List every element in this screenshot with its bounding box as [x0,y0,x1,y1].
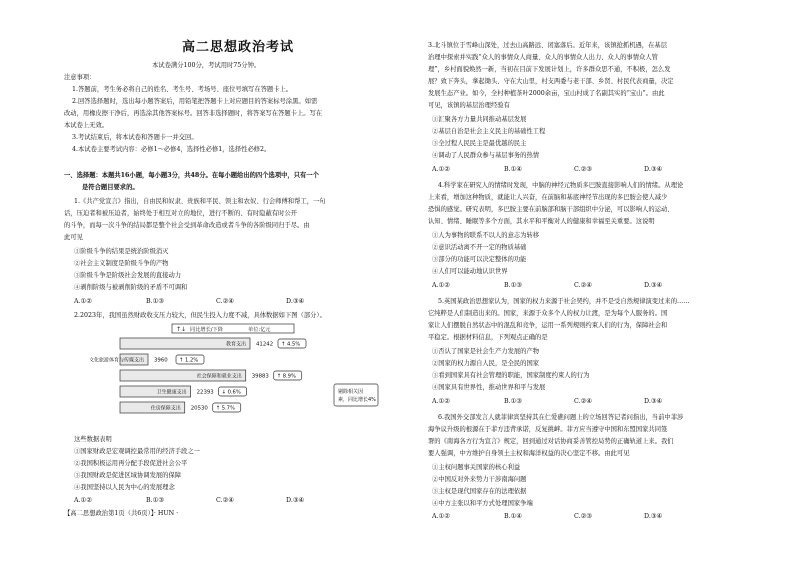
section-heading: 是符合题目要求的。 [82,184,139,191]
q5-stem: 平稳定。根据材料信息，下列观点正确的是 [428,334,548,341]
page-footer: 【高二思想政治第1页（共6页）】· HUN · [64,510,179,517]
q2-choice-d: D.③④ [286,497,305,504]
chart-value-label: 22393 [196,389,214,396]
q5-stem: 家让人们摆脱自然状态中的混乱和竞争，运用一系列规则约束人们的行为，保障社会和 [428,322,668,329]
q5-option: ③看到国家具有社会管理的职能，国家制度约束人的行为 [432,372,590,379]
legend-arrow-icon: ↑↓ [176,326,187,333]
arrow-up-icon: ↑ [276,373,282,380]
exam-subtitle: 本试卷满分100分，考试用时75分钟。 [152,62,261,69]
q3-option: ②基层自治是社会主义民主的基础性工程 [432,128,546,135]
chart-category-label: 教育支出 [225,341,246,348]
notice-line: 3.考试结束后，将本试卷和答题卡一并交回。 [72,134,198,141]
q4-choice-b: B.①③ [504,282,522,289]
q5-stem: 5.英国某政治思想家认为，国家的权力来源于社会契约，并不是受自然规律演变过来的…… [438,298,690,305]
q2-choice-c: C.②④ [216,497,234,504]
q4-option: ①人为事物的联系不以人的意志为转移 [432,232,540,239]
arrow-up-icon: ↑ [179,357,184,364]
q6-choice-d: D.③④ [644,513,663,520]
chart-value-label: 39883 [251,373,269,380]
chart-legend-item: 单位:亿元 [248,327,271,333]
q3-choice-b: B.①④ [504,166,522,173]
q4-option: ④人们可以能动地认识世界 [432,268,508,275]
q6-choice-a: A.①② [432,513,450,520]
q6-stem: 海争议升级的根源在于菲方违背承诺，反复挑衅。菲方应当遵守中国和东盟国家共同签 [428,426,668,433]
q1-choice-b: B.①③ [146,298,164,305]
q3-stem: 3.北斗镇位于雪峰山深处，过去山高路远、闭塞落后。近年来，该镇抢抓机遇，在基层 [428,42,667,49]
q6-stem: 署的《南海各方行为宣言》规定，回到通过对话协商妥善管控局势的正确轨道上来。我们 [428,438,674,445]
q6-option: ②中国反对外来势力干涉南海问题 [432,476,527,483]
q3-choice-d: D.③④ [644,166,663,173]
notice-line: 改动，用橡皮擦干净后，再选涂其他答案标号。回答非选择题时，将答案写在答题卡上。写在 [64,110,323,117]
q4-choice-d: D.③④ [644,282,663,289]
q3-choice-c: C.②③ [574,166,592,173]
chart-category-label: 住房保障支出 [150,405,181,412]
q3-stem: 发展生态产业。如今，全村种植茶叶2000余亩，宝山村成了名副其实的“宝山”。由此 [428,90,665,97]
chart-value-label: 3960 [154,357,168,364]
chart-annotation: 素，同比增长4% [338,397,376,403]
q4-stem: 认知、情绪、睡眠等多个方面，其水平和平衡对人的健康和幸福至关重要。这说明 [428,218,655,225]
q2-option: ④我国坚持以人民为中心的发展理念 [74,484,175,491]
q4-stem: 恐惧的感觉。研究表明，多巴胺主要在前脑部和脑干部组织中分泌，可以影响人的运动、 [428,206,674,213]
q4-choice-a: A.①② [432,282,450,289]
notice-line: 本试卷上无效。 [64,122,109,129]
q5-choice-d: D.③④ [644,398,663,405]
chart-value-label: 41242 [256,341,274,348]
q1-stem: 话，压迫者和被压迫者，始终处于相互对立的地位，进行不断的、有时隐蔽有时公开 [64,210,297,217]
arrow-up-icon: ↑ [281,341,286,348]
q5-choice-b: B.①③ [504,398,522,405]
q4-stem: 4.科学家在研究人的情绪时发现，中脑的神经元物质多巴胺直接影响人们的情绪。从理论 [438,182,684,189]
q4-option: ③部分的功能可以决定整体的功能 [432,256,527,263]
arrow-down-icon: ↓ [221,389,227,396]
q2-choice-a: A.①② [74,497,92,504]
notice-line: 2.回答选择题时，选出每小题答案后，用铅笔把答题卡上对应题目的答案标号涂黑。如需 [72,98,318,105]
q3-option: ③全过程人民民主是最优越的民主 [432,140,527,147]
chart-change-label: 5.7% [221,405,235,412]
chart-category-label: 社会保障和就业支出 [196,373,242,380]
q5-choice-a: A.①② [432,398,450,405]
q1-stem: 此可见 [64,234,83,241]
arrow-up-icon: ↑ [215,405,221,412]
q3-stem: 理”，乡村面貌焕然一新，当初在目前下发展计划上，许多群众思不通，不积极，怎么发 [428,66,671,73]
chart-change-label: 1.2% [185,357,199,364]
chart-value-label: 20530 [190,405,208,412]
q3-stem: 可见，该镇的基层治理经验有 [428,102,510,109]
chart-annotation: 剔除相关因 [338,389,364,395]
q6-option: ④中方主张以和平方式处理国家争端 [432,500,533,507]
q5-stem: 它纯粹是人们制造出来的。国家，来源于众多个人的权力让渡，是为每个人服务的。国 [428,310,668,317]
q1-choice-d: D.③④ [286,298,305,305]
q1-stem: 1.《共产党宣言》指出，自由民和奴隶、贵族和平民、领主和农奴、行会师傅和帮工，一句 [74,198,326,205]
q5-choice-c: C.②④ [574,398,592,405]
notice-line: 4.本试卷主要考试内容：必修1～必修4，选择性必修1，选择性必修2。 [72,146,271,153]
section-heading: 一、选择题：本题共16小题，每小题3分，共48分。在每小题给出的四个选项中，只有一个 [64,172,319,179]
q6-stem: 要人强调，中方维护自身领土主权和海洋权益的决心坚定不移。由此可见 [428,450,630,457]
notice-line: 1.答题前，考生务必将自己的姓名、考生号、考场号、座位号填写在答题卡上。 [72,86,293,93]
q3-stem: 治理中探索并实践“众人的事情众人商量、众人的事情众人出力、众人的事情众人管 [428,54,658,61]
q3-option: ①汇聚各方力量共同推动基层发展 [432,116,527,123]
chart-legend-item: 同比增长/下降 [190,327,223,333]
q4-choice-c: C.②④ [574,282,592,289]
q3-choice-a: A.①② [432,166,450,173]
chart-change-label: 0.6% [227,389,241,396]
q5-option: ②国家的权力源自人民，是全民的国家 [432,360,540,367]
q4-option: ②意识活动离不开一定的物质基础 [432,244,527,251]
q5-option: ④国家具有世界性，推动世界和平与发展 [432,384,546,391]
chart-category-label: 卫生健康支出 [156,389,187,396]
q6-choice-b: B.①④ [504,513,522,520]
q6-choice-c: C.②③ [574,513,592,520]
q6-stem: 6.我国外交部发言人就菲律宾坚持其在仁爱礁问题上的立场回答记者问指出，当前中菲涉 [438,414,684,421]
q2-option: ②我国积极运用再分配手段促进社会公平 [74,460,188,467]
chart-category-label: 文化旅游体育与传媒支出 [88,357,144,364]
q5-option: ①否认了国家是社会生产力发展的产物 [432,348,540,355]
q3-stem: 展？致下奔头，拿起锄头、守在大山里，村支两委与老干部、乡贤、村民代表商量，决定 [428,78,674,85]
q1-option: ①阶级斗争的结果是统治阶级消灭 [74,248,169,255]
q2-stem: 2.2023年，我国虽然财政收支压力较大，但民生投入力度不减，具体数据如下图（部分）。 [74,312,326,319]
exam-title: 高二思想政治考试 [182,40,295,55]
q3-option: ④调动了人民群众参与基层事务的热情 [432,152,540,159]
q2-lead: 这些数据表明 [74,436,112,443]
q2-option: ①国家财政是宏观调控最常用的经济手段之一 [74,448,200,455]
q4-stem: 上来看，增加这种物质，就能让人兴奋，在前脑和基底神经节出现的多巴胺会使人减少 [428,194,668,201]
q2-choice-b: B.①③ [146,497,164,504]
q1-option: ②社会主义制度是阶级斗争的产物 [74,260,169,267]
notice-heading: 注意事项： [64,74,96,81]
q1-choice-c: C.②④ [216,298,234,305]
q1-option: ③阶级斗争是阶级社会发展的直接动力 [74,272,182,279]
q1-choice-a: A.①② [74,298,92,305]
q2-option: ③我国财政是促进区域协调发展的保障 [74,472,182,479]
q6-option: ①主权问题事关国家的核心利益 [432,464,521,471]
q6-option: ③主权是现代国家存在的法理依据 [432,488,527,495]
q1-stem: 的斗争，而每一次斗争的结局都是整个社会受到革命改造或者斗争的各阶级同归于尽。由 [64,222,310,229]
livelihood-spending-chart [64,322,402,432]
q1-option: ④剥削阶级与被剥削阶级的矛盾不可调和 [74,284,188,291]
chart-change-label: 8.9% [282,373,296,380]
chart-change-label: 4.5% [287,341,301,348]
